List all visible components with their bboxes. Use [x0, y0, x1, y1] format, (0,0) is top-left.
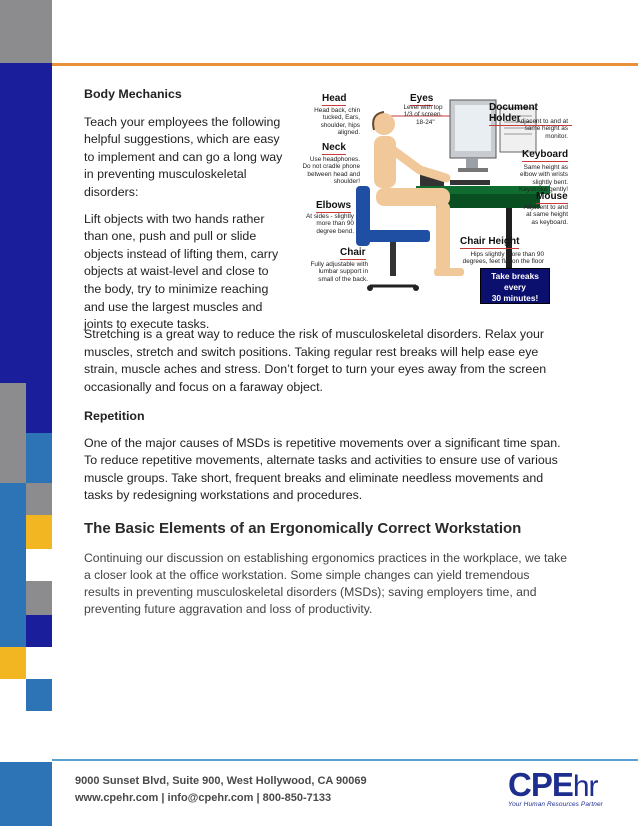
top-divider	[52, 63, 638, 66]
paragraph: One of the major causes of MSDs is repetitive movements over a significant time span. To reduce repetitive movements, alternate tasks and activities to ensure use of various muscle groups. Take short, frequent breaks and eliminate needless movements and tasks by redesigning workstations and procedures.	[84, 435, 561, 503]
stretching-paragraph-block	[84, 326, 568, 396]
label-eyes: Eyes	[410, 93, 434, 104]
breaks-line: 30 minutes!	[491, 293, 539, 303]
paragraph: Continuing our discussion on establishing ergonomics practices in the workplace, we take a closer look at the office workstation. Some simple changes can yield tremendous results in preventing musculoskeletal disorders (MSDs); saving employers time, and preventing future aggravation and loss of productivity.	[84, 550, 568, 616]
paragraph: Lift objects with two hands rather than one, push and pull or slide objects instead of lifting them, carry objects at waist-level and close to the body, try to minimize reaching and use the largest muscles and joints to execute tasks.	[84, 211, 279, 332]
body-mechanics-section	[84, 86, 289, 334]
decor-block	[0, 483, 26, 515]
label-keyboard: Keyboard	[522, 149, 569, 160]
footer-links[interactable]: www.cpehr.com | info@cpehr.com | 800-850-7133	[75, 792, 332, 804]
breaks-line: every	[504, 282, 526, 292]
decor-block	[26, 679, 52, 711]
decor-block	[26, 581, 52, 615]
decor-block	[0, 647, 26, 679]
decor-block	[26, 615, 52, 647]
note-document-holder: Adjacent to and at same height as monitor.	[516, 118, 568, 140]
note-neck: Use headphones. Do not cradle phone between head and shoulder!	[302, 156, 360, 186]
footer-divider	[52, 759, 638, 761]
footer-contact	[75, 773, 367, 807]
footer-color-block	[0, 762, 52, 826]
ergonomics-figure	[300, 92, 572, 306]
decor-block	[0, 383, 26, 483]
logo-main-text: CPE	[508, 766, 573, 803]
logo-tagline: Your Human Resources Partner	[508, 801, 603, 808]
decor-block	[26, 515, 52, 549]
decor-block	[0, 0, 52, 63]
note-head: Head back, chin tucked, Ears, shoulder, hips aligned.	[314, 107, 360, 137]
workstation-section	[84, 520, 568, 618]
label-elbows: Elbows	[316, 200, 352, 211]
note-eyes-distance: 18-24"	[416, 119, 435, 126]
repetition-section	[84, 408, 568, 505]
cpehr-logo	[508, 768, 604, 814]
label-mouse: Mouse	[536, 191, 568, 202]
label-document-holder: Document Holder	[489, 102, 572, 126]
section-heading: The Basic Elements of an Ergonomically Correct Workstation	[84, 520, 522, 537]
section-heading: Repetition	[84, 409, 145, 423]
take-breaks-callout	[480, 268, 550, 304]
note-keyboard: Same height as elbow with wrists slightly bent. Keystroke gently!	[518, 164, 568, 194]
note-mouse: Adjacent to and at same height as keyboard.	[523, 204, 568, 226]
note-eyes: Level with top 1/3 of screen.	[403, 104, 443, 119]
decor-block	[26, 383, 52, 433]
note-chair-height: Hips slightly more than 90 degrees, feet flat on the floor	[462, 251, 544, 266]
label-head: Head	[322, 93, 347, 104]
section-heading: Body Mechanics	[84, 87, 182, 101]
footer-address: 9000 Sunset Blvd, Suite 900, West Hollywood, CA 90069	[75, 775, 367, 787]
breaks-line: Take breaks	[491, 271, 539, 281]
decor-block	[0, 515, 26, 647]
decor-block	[26, 433, 52, 483]
decor-block	[26, 483, 52, 515]
logo-hr-text: hr	[572, 770, 598, 803]
label-chair-height: Chair Height	[460, 236, 520, 247]
decor-block	[0, 63, 52, 383]
note-elbows: At sides - slightly more than 90 degree bend.	[306, 213, 354, 235]
paragraph: Teach your employees the following helpful suggestions, which are easy to implement and can go a long way in preventing musculoskeletal disorders:	[84, 114, 283, 199]
label-neck: Neck	[322, 142, 346, 153]
label-chair: Chair	[340, 247, 366, 258]
paragraph: Stretching is a great way to reduce the risk of musculoskeletal disorders. Relax your muscles, stretch and switch positions. Taking regular rest breaks will help ease eye strain, muscle aches and stress. Don’t forget to turn your eyes away from the screen occasionally and focus on a faraway object.	[84, 327, 547, 394]
note-chair: Fully adjustable with lumbar support in small of the back.	[310, 261, 368, 283]
